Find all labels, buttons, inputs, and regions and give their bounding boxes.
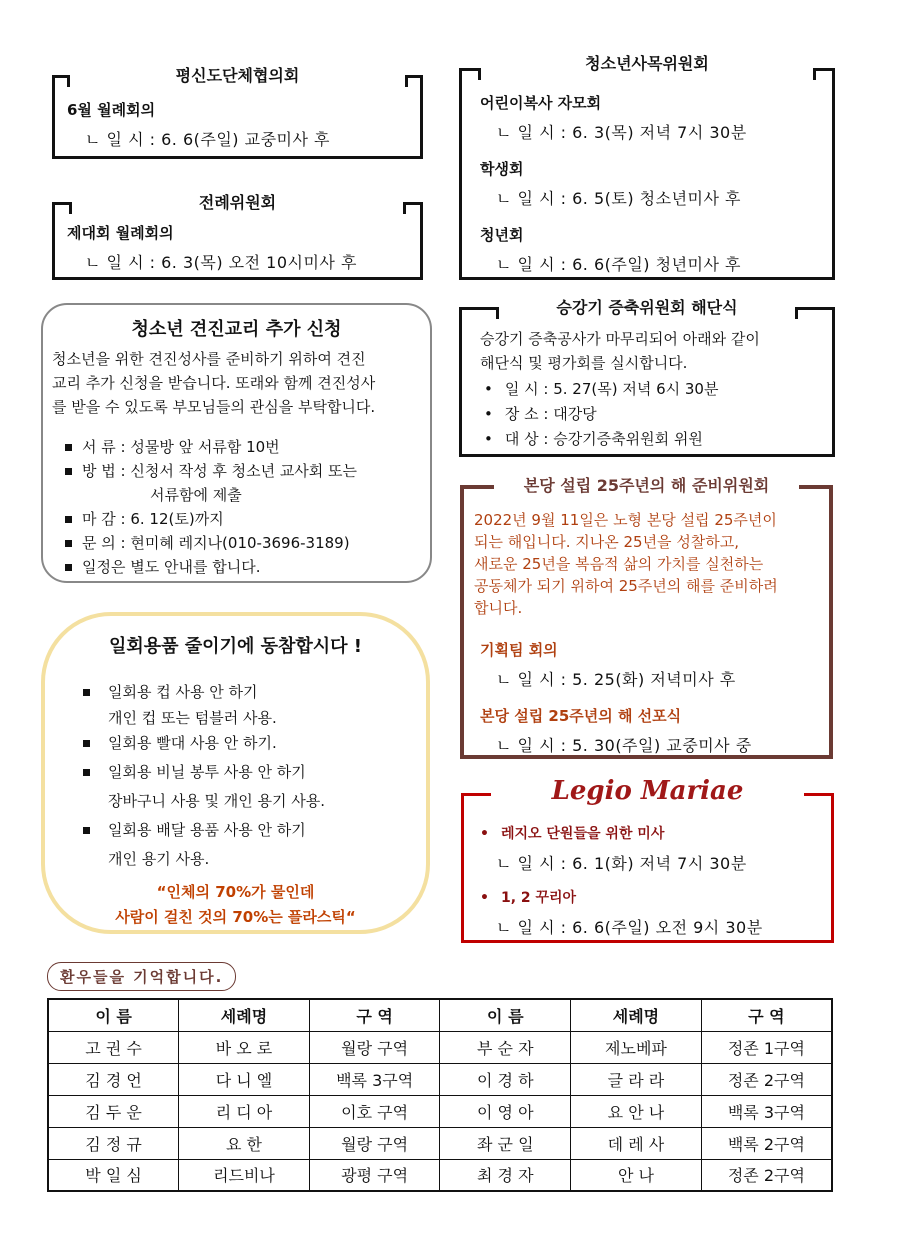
body-line: 공동체가 되기 위하여 25주년의 해를 준비하려	[474, 577, 778, 595]
bullet-icon	[83, 769, 90, 776]
disposables-quote-1: “인체의 70%가 물인데	[156, 883, 315, 901]
table-cell: 백록 3구역	[309, 1063, 440, 1095]
item-text: 레지오 단원들을 위한 미사	[500, 826, 665, 842]
body-line: 새로운 25년을 복음적 삶의 가치를 실천하는	[474, 555, 764, 573]
body-line: 해단식 및 평가회를 실시합니다.	[480, 354, 688, 372]
col-header: 세례명	[179, 999, 310, 1031]
ascension-items	[484, 377, 718, 452]
confirmation-items	[65, 435, 357, 579]
disposables-box	[41, 612, 430, 934]
table-row	[48, 1159, 832, 1191]
anniversary-box	[460, 476, 833, 759]
confirmation-item	[65, 555, 357, 579]
item-text: 마 감 : 6. 12(토)까지	[82, 510, 224, 528]
table-cell: 부 순 자	[440, 1031, 571, 1063]
dot-icon: •	[484, 430, 493, 448]
item-text: 서 류 : 성물방 앞 서류함 10번	[82, 438, 280, 456]
disposables-quote-2: 사람이 걸친 것의 70%는 플라스틱“	[115, 908, 356, 926]
bullet-icon	[65, 564, 72, 571]
anniversary-sub1: 기획팀 회의	[480, 641, 558, 659]
table-cell: 이호 구역	[309, 1095, 440, 1127]
table-cell: 안 나	[571, 1159, 702, 1191]
body-line: 청소년을 위한 견진성사를 준비하기 위하여 견진	[52, 350, 366, 368]
table-cell: 김 정 규	[48, 1127, 179, 1159]
dot-icon: •	[480, 890, 489, 906]
anniversary-line1: ㄴ 일 시 : 5. 25(화) 저녁미사 후	[496, 670, 736, 689]
item-text: 일회용 배달 용품 사용 안 하기	[108, 821, 306, 839]
jeollye-line: ㄴ 일 시 : 6. 3(목) 오전 10시미사 후	[85, 253, 357, 272]
item-text: 일 시 : 5. 27(목) 저녁 6시 30분	[504, 380, 719, 398]
disposables-item	[83, 845, 325, 874]
table-cell: 데 레 사	[571, 1127, 702, 1159]
ascension-body	[480, 327, 760, 375]
col-header: 구 역	[701, 999, 832, 1031]
col-header: 구 역	[309, 999, 440, 1031]
table-cell: 요 안 나	[571, 1095, 702, 1127]
table-row	[48, 1063, 832, 1095]
col-header: 이 름	[440, 999, 571, 1031]
table-cell: 바 오 로	[179, 1031, 310, 1063]
youth-group-sub: 학생회	[480, 160, 524, 178]
anniversary-sub2: 본당 설립 25주년의 해 선포식	[480, 707, 682, 725]
confirmation-item	[65, 459, 357, 483]
item-text: 일정은 별도 안내를 합니다.	[82, 558, 261, 576]
confirmation-item	[65, 531, 357, 555]
disposables-item	[83, 678, 325, 707]
bullet-icon	[83, 689, 90, 696]
item-text: 문 의 : 현미혜 레지나(010-3696-3189)	[82, 534, 350, 552]
table-cell: 백록 2구역	[701, 1127, 832, 1159]
table-cell: 월랑 구역	[309, 1031, 440, 1063]
disposables-item	[83, 787, 325, 816]
disposables-items	[83, 678, 325, 874]
table-cell: 이 영 아	[440, 1095, 571, 1127]
pyeongsin-title: 평신도단체협의회	[55, 63, 420, 86]
dot-icon: •	[484, 405, 493, 423]
anniversary-body	[474, 509, 778, 619]
item-text: 개인 용기 사용.	[108, 850, 210, 868]
item-text: 일회용 빨대 사용 안 하기.	[108, 734, 277, 752]
col-header: 세례명	[571, 999, 702, 1031]
confirmation-item	[65, 483, 357, 507]
legio-item-1	[480, 823, 664, 843]
table-cell: 월랑 구역	[309, 1127, 440, 1159]
confirmation-title: 청소년 견진교리 추가 신청	[131, 319, 342, 340]
pyeongsin-line: ㄴ 일 시 : 6. 6(주일) 교중미사 후	[85, 130, 330, 149]
table-cell: 정존 2구역	[701, 1063, 832, 1095]
item-text: 대 상 : 승강기증축위원회 위원	[504, 430, 703, 448]
table-cell: 리드비나	[179, 1159, 310, 1191]
patients-table	[47, 998, 833, 1192]
ascension-item	[484, 427, 718, 452]
youth-ministry-title: 청소년사목위원회	[462, 51, 832, 74]
disposables-title: 일회용품 줄이기에 동참합시다 !	[108, 636, 363, 657]
table-cell: 고 권 수	[48, 1031, 179, 1063]
item-text: 1, 2 꾸리아	[500, 890, 577, 906]
table-cell: 백록 3구역	[701, 1095, 832, 1127]
table-cell: 김 두 운	[48, 1095, 179, 1127]
body-line: 합니다.	[474, 599, 523, 617]
youth-group-sub: 어린이복사 자모회	[480, 94, 602, 112]
table-cell: 최 경 자	[440, 1159, 571, 1191]
disposables-item	[83, 729, 325, 758]
jeollye-title: 전례위원회	[55, 190, 420, 213]
youth-ministry-box	[459, 54, 835, 280]
item-text: 방 법 : 신청서 작성 후 청소년 교사회 또는	[82, 462, 358, 480]
item-text: 일회용 컵 사용 안 하기	[108, 683, 258, 701]
body-line: 되는 해입니다. 지나온 25년을 성찰하고,	[474, 533, 740, 551]
table-cell: 좌 군 일	[440, 1127, 571, 1159]
jeollye-sub: 제대회 월례회의	[67, 224, 174, 242]
pyeongsin-box	[52, 66, 423, 159]
table-row	[48, 1095, 832, 1127]
table-cell: 박 일 심	[48, 1159, 179, 1191]
ascension-title: 승강기 증축위원회 해단식	[462, 295, 832, 318]
youth-group-line: ㄴ 일 시 : 6. 3(목) 저녁 7시 30분	[496, 123, 747, 142]
ascension-item	[484, 402, 718, 427]
legio-line2: ㄴ 일 시 : 6. 6(주일) 오전 9시 30분	[496, 918, 763, 937]
legio-title: Legio Mariae	[551, 776, 744, 806]
bullet-icon	[83, 827, 90, 834]
dot-icon: •	[484, 380, 493, 398]
body-line: 를 받을 수 있도록 부모님들의 관심을 부탁합니다.	[52, 398, 376, 416]
confirmation-item	[65, 507, 357, 531]
body-line: 승강기 증축공사가 마무리되어 아래와 같이	[480, 330, 760, 348]
bullet-icon	[83, 740, 90, 747]
table-row	[48, 1127, 832, 1159]
youth-group-line: ㄴ 일 시 : 6. 6(주일) 청년미사 후	[496, 255, 741, 274]
item-text: 서류함에 제출	[150, 486, 242, 504]
table-cell: 김 경 언	[48, 1063, 179, 1095]
body-line: 교리 추가 신청을 받습니다. 또래와 함께 견진성사	[52, 374, 376, 392]
legio-item-2	[480, 887, 576, 907]
pyeongsin-sub: 6월 월례회의	[67, 101, 156, 119]
disposables-item	[83, 816, 325, 845]
table-cell: 정존 1구역	[701, 1031, 832, 1063]
jeollye-box	[52, 193, 423, 280]
confirmation-body	[52, 347, 375, 419]
youth-group-sub: 청년회	[480, 226, 524, 244]
table-cell: 글 라 라	[571, 1063, 702, 1095]
table-cell: 이 경 하	[440, 1063, 571, 1095]
table-cell: 요 한	[179, 1127, 310, 1159]
confirmation-box	[41, 303, 432, 583]
anniversary-title: 본당 설립 25주년의 해 준비위원회	[523, 476, 770, 495]
table-cell: 다 니 엘	[179, 1063, 310, 1095]
item-text: 장바구니 사용 및 개인 용기 사용.	[108, 792, 325, 810]
anniversary-line2: ㄴ 일 시 : 5. 30(주일) 교중미사 중	[496, 736, 752, 755]
legio-line1: ㄴ 일 시 : 6. 1(화) 저녁 7시 30분	[496, 854, 747, 873]
table-cell: 정존 2구역	[701, 1159, 832, 1191]
ascension-box	[459, 298, 835, 457]
table-cell: 제노베파	[571, 1031, 702, 1063]
table-header-row	[48, 999, 832, 1031]
body-line: 2022년 9월 11일은 노형 본당 설립 25주년이	[474, 511, 777, 529]
patients-title: 환우들을 기억합니다.	[47, 962, 236, 991]
bullet-icon	[65, 540, 72, 547]
item-text: 장 소 : 대강당	[504, 405, 597, 423]
item-text: 일회용 비닐 봉투 사용 안 하기	[108, 763, 306, 781]
bullet-icon	[65, 444, 72, 451]
legio-box	[461, 776, 834, 943]
disposables-item	[83, 758, 325, 787]
disposables-item	[83, 707, 325, 729]
dot-icon: •	[480, 826, 489, 842]
confirmation-item	[65, 435, 357, 459]
bullet-icon	[65, 516, 72, 523]
table-cell: 광평 구역	[309, 1159, 440, 1191]
item-text: 개인 컵 또는 텀블러 사용.	[108, 709, 277, 727]
bullet-icon	[65, 468, 72, 475]
table-cell: 리 디 아	[179, 1095, 310, 1127]
col-header: 이 름	[48, 999, 179, 1031]
ascension-item	[484, 377, 718, 402]
youth-group-line: ㄴ 일 시 : 6. 5(토) 청소년미사 후	[496, 189, 741, 208]
table-row	[48, 1031, 832, 1063]
